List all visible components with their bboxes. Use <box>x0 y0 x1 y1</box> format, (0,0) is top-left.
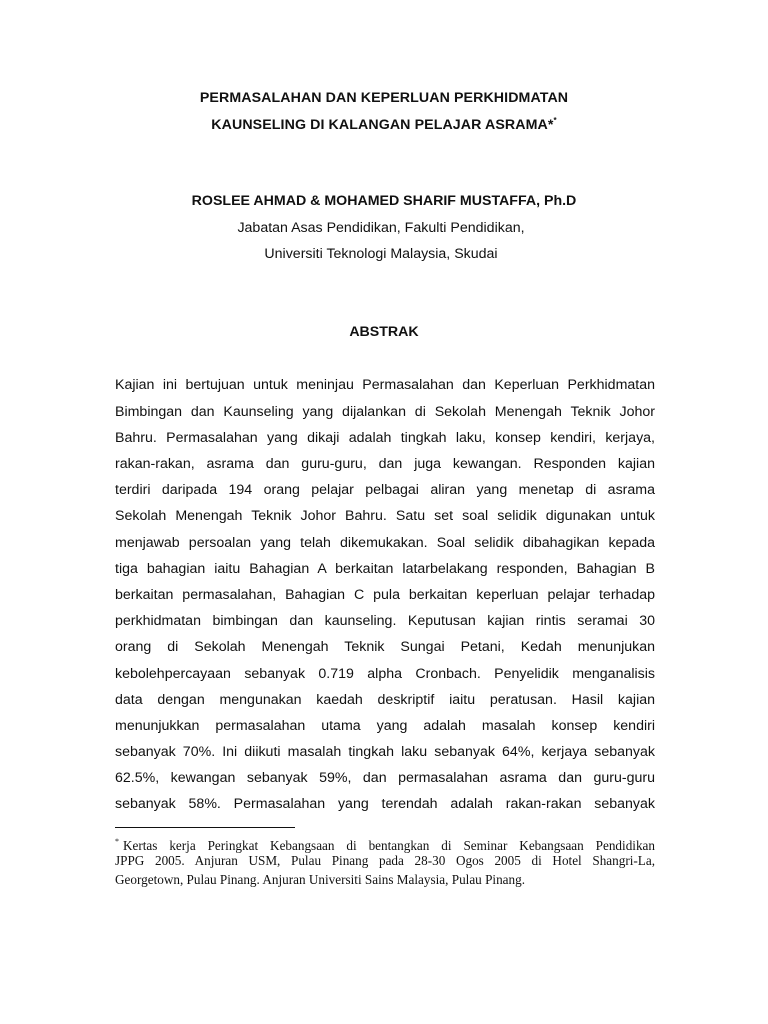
abstract-line: Bahru. Permasalahan yang dikaji adalah tingkah laku, konsep kendiri, kerjaya, <box>115 430 655 446</box>
footnote-line-3: Georgetown, Pulau Pinang. Anjuran Universiti Sains Malaysia, Pulau Pinang. <box>115 872 525 887</box>
affiliation-line-2: Universiti Teknologi Malaysia, Skudai <box>264 246 498 262</box>
abstract-line: rakan-rakan, asrama dan guru-guru, dan juga kewangan. Responden kajian <box>115 456 655 472</box>
abstract-line: perkhidmatan bimbingan dan kaunseling. Keputusan kajian rintis seramai 30 <box>115 613 655 629</box>
footnote-line-2: JPPG 2005. Anjuran USM, Pulau Pinang pada 28-30 Ogos 2005 di Hotel Shangri-La, <box>115 853 655 868</box>
paper-title-line-1: PERMASALAHAN DAN KEPERLUAN PERKHIDMATAN <box>199 90 569 106</box>
paper-title-line-2-text: KAUNSELING DI KALANGAN PELAJAR ASRAMA* <box>211 117 554 133</box>
footnote-line-1-text: Kertas kerja Peringkat Kebangsaan di bentangkan di Seminar Kebangsaan Pendidikan <box>123 838 655 853</box>
abstract-line: sebanyak 58%. Permasalahan yang terendah adalah rakan-rakan sebanyak <box>115 796 655 812</box>
abstract-line: Bimbingan dan Kaunseling yang dijalankan di Sekolah Menengah Teknik Johor <box>115 404 655 420</box>
paper-title-line-2 <box>0 116 768 133</box>
abstract-line: kebolehpercayaan sebanyak 0.719 alpha Cronbach. Penyelidik menganalisis <box>115 666 655 682</box>
footnote-separator <box>115 827 295 828</box>
abstract-line: Kajian ini bertujuan untuk meninjau Permasalahan dan Keperluan Perkhidmatan <box>115 377 655 393</box>
abstract-line: orang di Sekolah Menengah Teknik Sungai Petani, Kedah menunjukan <box>115 639 655 655</box>
author-names: ROSLEE AHMAD & MOHAMED SHARIF MUSTAFFA, Ph.D <box>191 193 577 209</box>
abstract-line: menjawab persoalan yang telah dikemukakan. Soal selidik dibahagikan kepada <box>115 535 655 551</box>
abstract-line: Sekolah Menengah Teknik Johor Bahru. Satu set soal selidik digunakan untuk <box>115 508 655 524</box>
footnote-line-1 <box>115 834 655 854</box>
footnote-marker: * <box>115 837 119 846</box>
abstract-line: menunjukkan permasalahan utama yang adalah masalah konsep kendiri <box>115 718 655 734</box>
abstract-line: data dengan mengunakan kaedah deskriptif iaitu peratusan. Hasil kajian <box>115 692 655 708</box>
abstract-heading: ABSTRAK <box>349 324 419 340</box>
abstract-line: sebanyak 70%. Ini diikuti masalah tingkah laku sebanyak 64%, kerjaya sebanyak <box>115 744 655 760</box>
title-footnote-marker: * <box>553 116 557 125</box>
abstract-line: berkaitan permasalahan, Bahagian C pula berkaitan keperluan pelajar terhadap <box>115 587 655 603</box>
affiliation-line-1: Jabatan Asas Pendidikan, Fakulti Pendidikan, <box>237 220 525 236</box>
abstract-line: 62.5%, kewangan sebanyak 59%, dan permasalahan asrama dan guru-guru <box>115 770 655 786</box>
abstract-line: terdiri daripada 194 orang pelajar pelbagai aliran yang menetap di asrama <box>115 482 655 498</box>
abstract-line: tiga bahagian iaitu Bahagian A berkaitan latarbelakang responden, Bahagian B <box>115 561 655 577</box>
